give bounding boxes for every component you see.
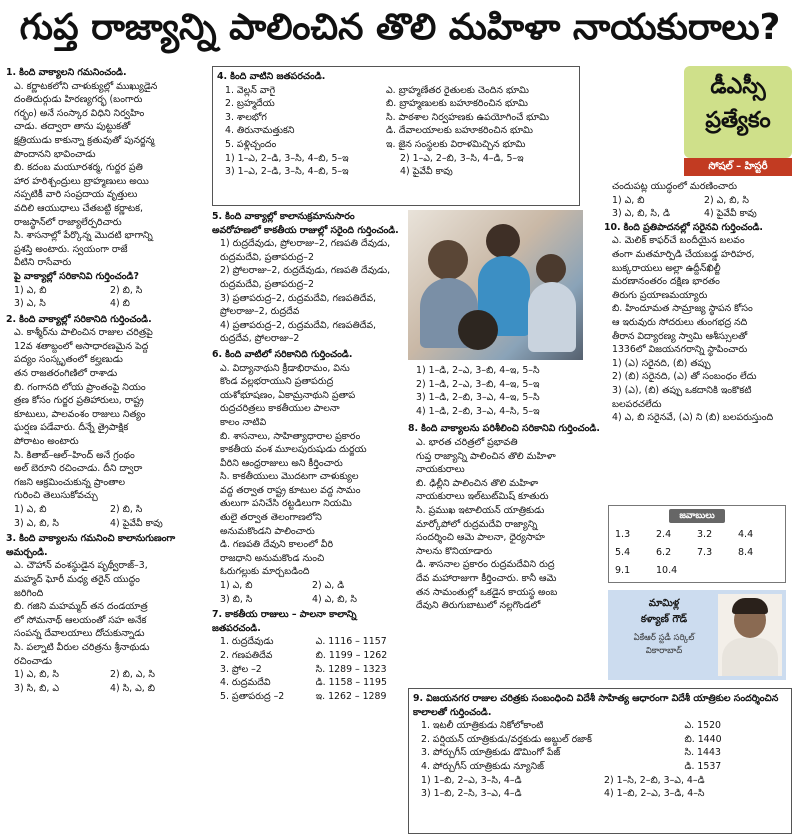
statement-line: రాజస్థాన్‌లో రాజ్యాలేర్పరిచారు [14,216,122,228]
statement-line: 12వ శతాబ్దంలో అసాధారణమైన పెద్ద [14,340,149,352]
options [6,284,206,311]
match-left: 1. వెల్లన్ వాగై [225,84,276,96]
statement-line: బి. గంగానది లోయ ప్రాంతంపై నియం [14,381,146,393]
match-right: ఎ. బ్రాహ్మణేతర రైతులకు చెందిన భూమి [386,84,529,96]
statement-line: బి. ఢిల్లీని పాలించిన తొలి మహిళా [416,477,539,489]
option: 1) 1–ఎ, 2–డి, 3–సి, 4–బి, 5–ఇ [225,152,349,164]
answer-item: 4.4 [738,529,754,540]
question-number: 9. [413,693,424,704]
match-left: 1. ఇటలీ యాత్రికుడు నికోలోకాంటి [421,720,544,732]
option: 2) 1–డి, 2–ఎ, 3–బి, 4–ఇ, 5–ఇ [416,378,540,390]
option: 3) ఎ, బి, సి [14,517,59,529]
match-left: 2. గణపతిదేవ [220,650,273,661]
statement-line: రాజధాని అనుమకొండ నుంచి [220,552,325,564]
statement-line: వీరిని ఆంధ్రరాజులు అని కీర్తించారు [220,457,343,469]
options [604,194,796,221]
statement-line: క్షత్రియుడు కాకున్నా క్రతువుతో పునర్జన్మ [14,134,155,146]
statement-line: తీరాన విద్యారణ్య స్వామి ఆశీస్సులతో [612,330,748,342]
question-text: కింది వాక్యాల్లో కాలానుక్రమానుసారం అవరోహణలో కాకతీయ రాజుల్లో సరైంది గుర్తించండి. [212,211,399,236]
statement-line: పోరాటం అంటారు [14,436,79,448]
statement-line: పొందానని భావించాడు [14,148,96,160]
option: 4) పైవేవీ కావు [704,208,757,220]
question-text: కింది వాక్యాల్లో సరికానిది గుర్తించండి. [19,313,152,325]
statement-line: మార్కోపోలో రుద్రమదేవి రాజ్యాన్ని [416,518,538,530]
answer-item: 3.2 [697,529,713,540]
question-7 [212,608,404,703]
author-photo [718,594,782,676]
question-4-box [212,66,580,206]
match-right: ఇ. జైన సంస్థలకు విరాళమిచ్చిన భూమి [386,138,526,150]
answers-title: జవాబులు [669,509,725,523]
statement-line: కూటులు, పాలవంశం రాజులు నిత్యం [14,408,146,420]
question-number: 5. [212,211,223,222]
statement-line: యశోభూషణం, ఏకామ్రనాథుని ప్రతాప [220,389,356,401]
options [217,152,575,179]
statement-line: దేవ మహారాజుగా కీర్తించారు. కానీ ఆమె [416,572,557,584]
statement-line: తులై తర్వాత తెలంగాణలోని [220,512,322,524]
option: 3) 1–డి, 2–బి, 3–ఎ, 4–ఇ, 5–సి [416,392,540,404]
option: 1) 1–డి, 2–ఎ, 3–బి, 4–ఇ, 5–సి [416,365,540,376]
option: 4) పైవేవీ కావు [110,517,163,529]
question-text: కింది వాటిని జతపరచండి. [230,71,326,82]
author-location: వికారాబాద్ [645,646,683,656]
answers-grid [609,526,785,580]
answer-item: 8.4 [738,547,754,558]
option: 2) ఎ, బి, సి [704,194,749,206]
statement-line: గుప్త రాజ్యాన్ని పాలించిన తొలి మహిళా [416,450,556,462]
statement-line: మరణానంతరం దక్షిణ భారతం [612,276,720,288]
statement-line: సాలను కొనియాడారు [416,545,493,557]
match-left: 2. బ్రహ్మదేయ [225,98,275,110]
statement-line: అల్ బెరూని రచించాడు. దీని ద్వారా [14,463,143,475]
statement-line: నాయకురాలు [416,464,465,476]
question-text: కింది వాక్యాలను గమనించి కాలానుగుణంగా అమర్చండి. [6,533,176,558]
option: 2) ఎ, డి [312,580,345,592]
option: 2) 1–ఎ, 2–బి, 3–సి, 4–డి, 5–ఇ [400,152,524,164]
statement-line: ఓరుగల్లుకు మార్చబడింది [220,566,310,578]
options [212,579,404,606]
statement-line: కొండ వల్లభరాయుని ప్రతాపరుద్ర [220,376,334,388]
statement-line: నాయకురాలు ఇల్‌టుట్‌మిష్ కూతురు [416,491,549,503]
question-3 [6,532,206,695]
statement-line: సి. పల్నాటి వీరుల చరిత్రను శ్రీనాథుడు [14,641,150,653]
statement-line: ఎ. మెలిక్ కాఫర్‌చే బందీయైన బలవం [612,235,745,247]
match-right: బి. 1199 – 1262 [315,650,388,661]
question-9-box [408,688,792,834]
question-6 [212,348,404,606]
statement-line: తిరుగు ప్రయాణమయ్యారు [612,289,708,301]
option: 3) ఎ, బి, సి, డి [612,208,670,220]
author-institute: ఏకేఆర్ స్టడీ సర్కిల్ [633,633,695,643]
match-left: 4. రుద్రమదేవి [220,677,271,689]
option: 1) ఎ, బి [612,194,645,206]
statement-line: సందర్శించి ఆమె పాలనా, ధైర్యసాహ [416,532,545,544]
answer-item: 6.2 [656,547,672,558]
statement-line: బుక్కరాయలు అల్లా ఉద్దీన్‌ఖిల్జీ [612,262,721,274]
statement-line: ఎ. కర్ణాటకలోని చాళుక్యుల్లో ముఖ్యుడైన [14,80,158,92]
statement-line: పద్యం సంస్కృతంలో కల్హణుడు [14,354,123,366]
match-table [217,84,575,152]
statement-line: ఎ. కాశ్మీర్‌ను పాలించిన రాజుల చరిత్రపై [14,327,153,339]
statement-line: తులుగా పనిచేసి రట్టడిలుగా నియమి [220,498,352,510]
statement-line: సి. కితాబ్–ఆల్–హింద్ అనే గ్రంథం [14,449,135,461]
match-left: 2. పర్షియన్ యాత్రికుడు/వర్తకుడు అబ్దుల్ రజాక్ [421,733,592,745]
answer-item: 1.3 [615,529,631,540]
statement-line: డి. శాసనాల ప్రకారం రుద్రమదేవిని రుద్ర [416,559,555,571]
option: 1) ఎ, బి [220,580,253,592]
statement-line: కాలం నాటివి [220,416,267,428]
question-number: 7. [212,609,223,621]
question-number: 3. [6,533,17,545]
statement-line: గర్భం) అనే సంస్కార విధిని నిర్వహిం [14,107,145,119]
option: 3) (ఎ), (బి) తప్పు ఒకదానికి ఇంకొకటి బలపరచలేదు [612,384,752,410]
match-right: డి. 1158 – 1195 [315,677,387,689]
author-name [614,596,714,628]
statement-line: ఎ. భారత చరిత్రలో ప్రభావతి [416,436,518,448]
statement-line: వదిలి ఆయుధాలు చేతబట్టి కర్ణాటక, [14,202,143,214]
author-full-name: కళ్యాణ్ గౌడ్ [640,614,688,625]
match-right: బి. 1440 [684,733,722,745]
option: 1) ఎ, బి [14,284,47,296]
statement-line: తంగా మతమార్పిడి చేయబడ్డ హరిహర, [612,248,755,260]
statement-line: త్రణ కోసం గుర్జర ప్రతిహారులు, రాష్ట్ర [14,395,144,407]
answer-item: 7.3 [697,547,713,558]
option: 4) 1–బి, 2–ఎ, 3–డి, 4–సి [604,788,705,800]
option: 1) ఎ, బి [14,504,47,515]
option: 2) బి, ఎ, సి [110,669,155,681]
column-2 [212,210,404,836]
question-text: కింది వాటిలో సరికానిది గుర్తించండి. [225,348,353,360]
match-left: 4. పోర్చుగీస్ యాత్రికుడు న్యూనిజ్ [421,760,544,772]
badge-line-2: ప్రత్యేకం [705,108,771,133]
match-left: 5. ప్రతాపరుద్ర –2 [220,690,285,702]
answer-item: 10.4 [656,565,678,576]
match-right: బి. బ్రాహ్మణులకు బహూకరించిన భూమి [386,98,528,110]
option: 1) 1–బి, 2–ఎ, 3–సి, 4–డి [421,774,522,786]
question-text: కాకతీయ రాజులు – పాలనా కాలాన్ని జతపరచండి. [212,609,357,634]
author-affiliation [614,632,714,658]
option: 2) బి, సి [110,284,143,296]
statement-line: బి. గజిని మహమ్మద్ తన దండయాత్ర [14,601,148,613]
statement-line: దేవుని తిరుగుబాటులో నల్లగొండలో [416,600,541,612]
statement-line: జరిగింది [14,587,44,599]
statement-line: నప్పటికీ వారి సంప్రదాయ వృత్తులు [14,189,138,201]
option: 4) ప్రతాపరుద్ర–2, రుద్రమదేవి, గణపతిదేవ, రుద్రదేవ, ప్రోలరాజు–2 [220,319,376,345]
match-right: ఇ. 1262 – 1289 [315,690,387,702]
dsc-special-badge [684,66,792,158]
subject-label: సోషల్ – హిస్టరీ [684,158,792,176]
statement-line: వీటిని రాసేవారు [14,257,72,269]
option: 4) పైవేవీ కావు [400,166,453,178]
statement-line: ఘర్షణ పడేవారు. దీన్నే త్రైపాక్షిక [14,422,129,434]
option: 4) ఎ, బి సరైనవే, (ఎ) ని (బి) బలపరుస్తుంది [612,412,774,424]
question-number: 10. [604,221,621,233]
answer-item: 2.4 [656,529,672,540]
statement-line: హార హరిశ్చంద్రులు బ్రాహ్మణులు అయి [14,175,149,187]
statement-line: సి. కాకతీయులు మొదటగా చాళుక్యుల [220,471,359,483]
option: 3) 1–ఎ, 2–డి, 3–సి, 4–బి, 5–ఇ [225,166,349,178]
option: 4) బి [110,298,130,310]
question-number: 8. [408,423,419,435]
answer-item: 5.4 [615,547,631,558]
match-table [413,719,787,773]
question-8 [408,422,600,612]
question-text: కింది వాక్యాలను పరిశీలించి సరికానివి గుర్తించండి. [421,423,600,435]
statement-line: దంతిదుర్గుడు హిరణ్యగర్భ (బంగారు [14,94,143,106]
badge-line-1: డీఎస్సీ [710,74,766,99]
statement-line: మహ్మద్ ఘోరీ మధ్య తరైన్ యుద్ధం [14,573,140,585]
match-left: 1. రుద్రదేవుడు [220,636,274,648]
statement-line: ప్రశస్తి అంటారు. స్వయంగా రాజే [14,243,128,255]
statement-line: లో సోమనాథ్ ఆలయంతో సహ అనేక [14,614,147,626]
question-number: 4. [217,71,228,82]
statement-line: ఆ ఇరువురు సోదరులు తుంగభద్ర నది [612,316,748,328]
question-text: కింది వాక్యాలని గమనించండి. [19,67,127,78]
statement-line: గురించి తెలుసుకోవచ్చు [14,490,98,502]
statement-line: ఎ. విద్యానాథుని క్రీడాభిరామం, విను [220,362,350,374]
statement-line: వద్ద తర్వాత రాష్ట్ర కూటుల వద్ద సామం [220,484,361,496]
match-right: సి. 1443 [684,747,721,759]
match-right: సి. 1289 – 1323 [315,663,387,675]
option: 4) ఎ, బి, సి [312,593,357,605]
match-left: 3. శాలభోగ [225,111,267,123]
question-2 [6,313,206,531]
statement-line: సంపన్న దేవాలయాలు దోచుకున్నాడు [14,628,145,640]
option: 3) ప్రతాపరుద్ర–2, రుద్రమదేవి, గణపతిదేవ, ప్రోలరాజు–2, రుద్రదేవ [220,292,376,318]
statement-line: రచించాడు [14,655,53,667]
option: 1) రుద్రదేవుడు, ప్రోలరాజు–2, గణపతి దేవుడు, రుద్రమదేవి, ప్రతాపరుద్ర–2 [220,238,391,263]
question-text: కింది ప్రతిపాదనల్లో సరైనవి గుర్తించండి. [623,221,763,233]
statement-line: బి. కదంబ మయూరశర్మ, గుర్జర ప్రతి [14,162,143,174]
classroom-photo [408,210,583,360]
question-10 [604,221,796,425]
option: 2) బి, సి [110,504,143,515]
page-headline: గుప్త రాజ్యాన్ని పాలించిన తొలి మహిళా నాయకురాలు? [19,7,781,48]
match-right: సి. పాఠశాల నిర్వహణకు ఉపయోగించే భూమి [386,111,550,123]
column-1 [6,66,206,836]
question-1 [6,66,206,311]
statement-line: అనుమకొండని పాలించారు [220,525,315,537]
option: 2) 1–సి, 2–బి, 3–ఎ, 4–డి [604,774,705,786]
statement-line: బి. హిందూమత సామ్రాజ్య స్థాపన కోసం [612,303,753,315]
option: 2) ప్రోలరాజు–2, రుద్రదేవుడు, గణపతి దేవుడు, రుద్రమదేవి, ప్రతాపరుద్ర–2 [220,265,391,290]
match-table [212,635,404,703]
question-5 [212,210,404,346]
options [6,503,206,530]
match-right: డి. 1537 [684,760,722,772]
question-number: 1. [6,67,17,78]
statement-line: బి. శాసనాలు, సాహిత్యాధారాల ప్రకారం [220,430,361,442]
option: 4) సి, ఎ, బి [110,682,155,694]
options [6,668,206,695]
statement-line: గజని ఆక్రమించుకున్న ప్రాంతాల [14,476,125,488]
match-left: 4. తిరునామత్తుకని [225,125,295,137]
option: 3) సి, బి, ఎ [14,682,59,694]
match-right: డి. దేవాలయాలకు బహూకరించిన భూమి [386,125,533,137]
statement-line: సి. ప్రముఖ ఇటాలియన్ యాత్రికుడు [416,504,545,516]
author-first-name: మామిళ్ల [648,598,680,609]
question-number: 2. [6,313,17,325]
answer-item: 9.1 [615,565,631,576]
match-left: 5. పళ్లిచ్చందం [225,138,277,150]
column-4 [604,180,796,502]
statement-line: డి. గణపతి దేవుని కాలంలో వీరి [220,539,334,551]
statement-line: తన రాజతరంగిణిలో రాశాడు [14,368,118,380]
match-right: ఎ. 1520 [684,720,722,732]
option: 3) బి, సి [220,593,253,605]
column-3 [408,364,600,684]
option: 4) 1–డి, 2–బి, 3–ఎ, 4–సి, 5–ఇ [416,405,540,417]
option: 1) ఎ, బి, సి [14,669,59,681]
match-left: 3. పోర్చుగీస్ యాత్రికుడు డొమింగో పేజ్ [421,747,561,759]
option: 2) (బి) సరైనది, (ఎ) తో సంబంధం లేదు [612,371,757,383]
statement-line: చాడు. తద్వారా తాను పుట్టుకతో [14,121,131,133]
statement-line: తన సామంతుల్లో ఒకడైన కాయస్థ అంబ [416,586,558,598]
question-text: విజయనగర రాజుల చరిత్రకు సంబంధించి విదేశీ సాహిత్య ఆధారంగా విదేశీ యాత్రికుల సందర్శించిన కాలాలతో గుర్తించండి. [413,693,779,718]
match-left: 3. ప్రోల –2 [220,663,262,675]
option: 1) (ఎ) సరైనది, (బి) తప్పు [612,357,711,369]
statement-line: కాకతీయ వంశ మూలపురుషుడు దుర్జయ [220,444,367,456]
author-box [608,590,786,680]
question-ask: పై వాక్యాల్లో సరికానివి గుర్తించండి? [14,270,139,282]
statement-line: 1336లో విజయనగరాన్ని స్థాపించారు [612,344,748,356]
question-number: 6. [212,348,223,360]
answers-box [608,505,786,583]
option: 3) 1–బి, 2–సి, 3–ఎ, 4–డి [421,788,522,800]
match-right: ఎ. 1116 – 1157 [315,636,387,648]
statement-line: రుద్రచరిత్రలు కాకతీయుల పాలనా [220,403,340,415]
options [413,774,787,801]
statement-line: చందుపట్ల యుద్ధంలో మరణించారు [612,181,738,192]
statement-line: ఎ. చౌహాన్ వంశస్థుడైన పృథ్వీరాజ్–3, [14,560,148,572]
option: 3) ఎ, సి [14,298,46,310]
statement-line: సి. శాసనాల్లో పేర్కొన్న మొదటి భాగాన్ని [14,230,153,242]
